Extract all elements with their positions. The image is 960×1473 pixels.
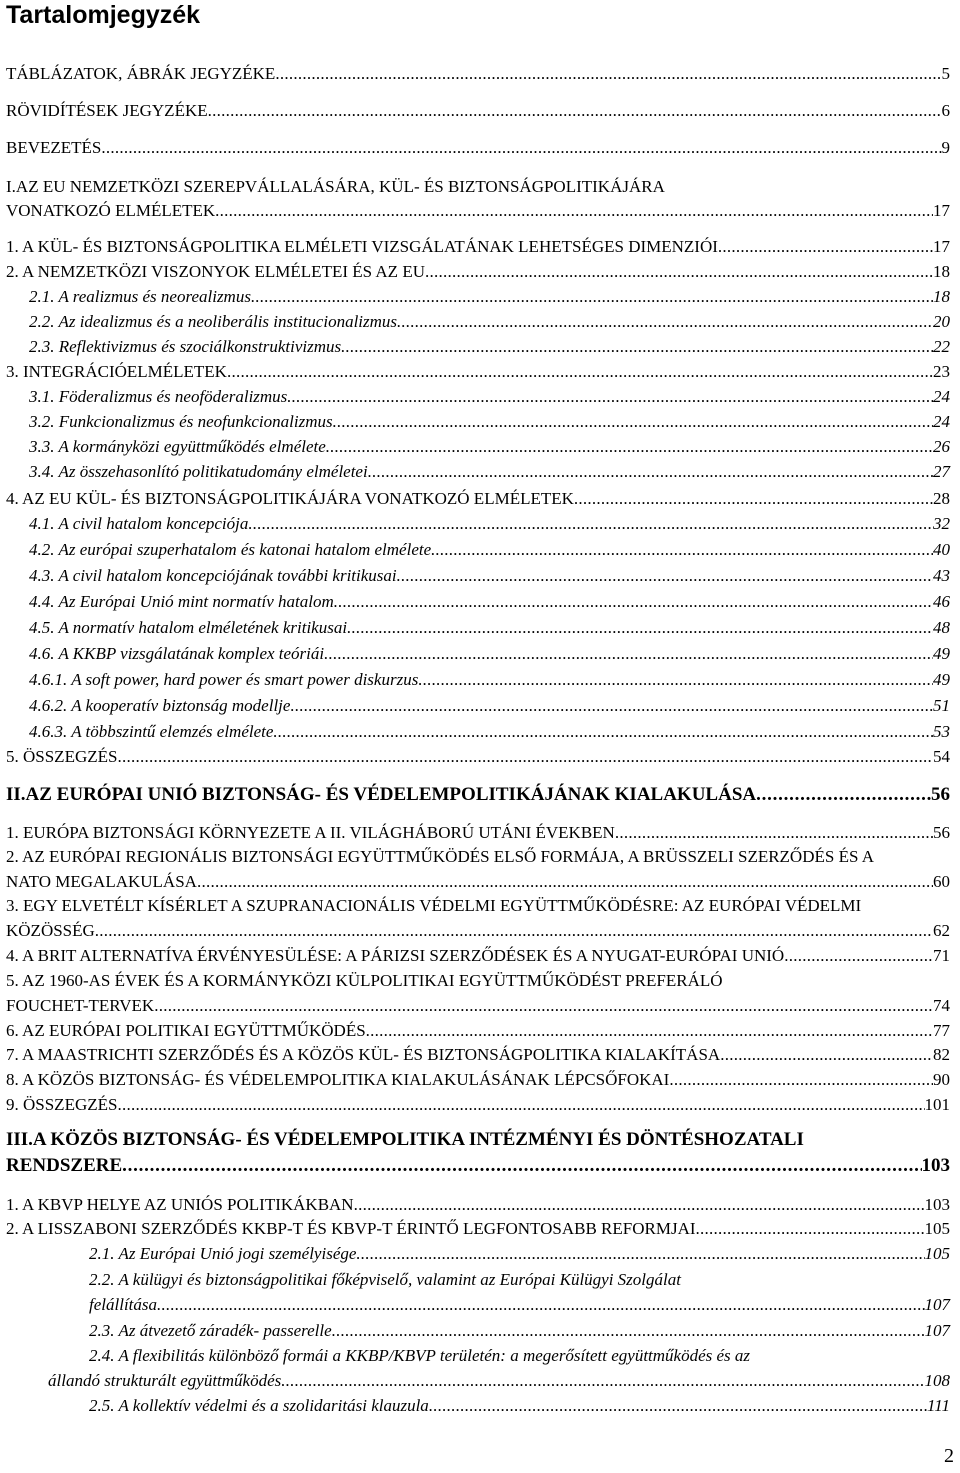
toc-entry-label: 4.5. A normatív hatalom elméletének kritikusai bbox=[29, 618, 348, 637]
toc-leader bbox=[251, 286, 933, 308]
toc-entry-label: 2.1. A realizmus és neorealizmus bbox=[29, 287, 251, 306]
toc-entry[interactable] bbox=[0, 1218, 950, 1240]
toc-leader bbox=[117, 746, 933, 768]
toc-leader bbox=[215, 200, 933, 222]
toc-entry-page: 111 bbox=[927, 1396, 950, 1415]
toc-entry-page: 90 bbox=[933, 1070, 950, 1089]
toc-entry-page: 48 bbox=[933, 618, 950, 637]
toc-entry-label: 4.6.3. A többszintű elemzés elmélete bbox=[29, 722, 274, 741]
toc-entry[interactable] bbox=[0, 1094, 950, 1116]
toc-leader bbox=[208, 100, 942, 122]
page-title: Tartalomjegyzék bbox=[6, 1, 201, 29]
toc-entry-label: 8. A KÖZÖS BIZTONSÁG- ÉS VÉDELEMPOLITIKA KIALAKULÁSÁNAK LÉPCSŐFOKAI bbox=[6, 1070, 670, 1089]
toc-entry[interactable] bbox=[0, 236, 950, 258]
toc-leader bbox=[334, 591, 933, 613]
toc-entry-label: 2.1. Az Európai Unió jogi személyisége bbox=[89, 1244, 357, 1263]
toc-leader bbox=[354, 1194, 925, 1216]
toc-entry[interactable] bbox=[0, 1395, 950, 1417]
toc-entry[interactable] bbox=[0, 1069, 950, 1091]
toc-leader bbox=[281, 1370, 924, 1392]
toc-entry-page: 20 bbox=[933, 312, 950, 331]
toc-entry-page: 9 bbox=[941, 138, 950, 157]
toc-leader bbox=[356, 1243, 924, 1265]
toc-entry[interactable] bbox=[0, 1294, 950, 1316]
toc-entry-label: 4. AZ EU KÜL- ÉS BIZTONSÁGPOLITIKÁJÁRA VONATKOZÓ ELMÉLETEK bbox=[6, 489, 574, 508]
toc-entry-page: 49 bbox=[933, 670, 950, 689]
toc-entry[interactable] bbox=[0, 513, 950, 535]
toc-leader bbox=[248, 513, 933, 535]
toc-entry[interactable] bbox=[0, 137, 950, 159]
toc-entry-page: 43 bbox=[933, 566, 950, 585]
toc-entry[interactable] bbox=[0, 617, 950, 639]
toc-entry[interactable] bbox=[0, 539, 950, 561]
toc-leader bbox=[95, 920, 933, 942]
toc-entry-page: 56 bbox=[933, 823, 950, 842]
toc-entry[interactable] bbox=[0, 100, 950, 122]
toc-entry-label: 4. A BRIT ALTERNATÍVA ÉRVÉNYESÜLÉSE: A PÁRIZSI SZERZŐDÉSEK ÉS A NYUGAT-EURÓPAI UNIÓ bbox=[6, 946, 785, 965]
toc-entry[interactable] bbox=[0, 1320, 950, 1342]
toc-entry[interactable] bbox=[0, 721, 950, 743]
toc-entry-label: 2. A LISSZABONI SZERZŐDÉS KKBP-T ÉS KBVP-T ÉRINTŐ LEGFONTOSABB REFORMJAI bbox=[6, 1219, 696, 1238]
toc-entry-page: 24 bbox=[933, 412, 950, 431]
toc-entry-page: 5 bbox=[941, 64, 950, 83]
toc-chapter[interactable] bbox=[0, 784, 950, 806]
toc-leader bbox=[326, 436, 933, 458]
toc-entry-label: 4.2. Az európai szuperhatalom és katonai hatalom elmélete bbox=[29, 540, 432, 559]
toc-leader bbox=[718, 236, 933, 258]
toc-leader bbox=[368, 461, 933, 483]
toc-entry[interactable] bbox=[0, 1243, 950, 1265]
toc-entry[interactable] bbox=[0, 436, 950, 458]
toc-entry-label: 2.3. Reflektivizmus és szociálkonstruktivizmus bbox=[29, 337, 342, 356]
toc-leader bbox=[696, 1218, 925, 1240]
toc-entry[interactable] bbox=[0, 488, 950, 510]
toc-leader bbox=[275, 63, 941, 85]
toc-entry-page: 32 bbox=[933, 514, 950, 533]
toc-entry[interactable] bbox=[0, 871, 950, 893]
toc-entry-label-line1: 2. AZ EURÓPAI REGIONÁLIS BIZTONSÁGI EGYÜTTMŰKÖDÉS ELSŐ FORMÁJA, A BRÜSSZELI SZERZŐDÉS ÉS A bbox=[6, 847, 875, 866]
toc-entry-label: 4.3. A civil hatalom koncepciójának további kritikusai bbox=[29, 566, 397, 585]
toc-entry[interactable] bbox=[0, 1370, 950, 1392]
toc-entry-label: 2.3. Az átvezető záradék- passerelle bbox=[89, 1321, 332, 1340]
toc-leader bbox=[290, 695, 933, 717]
toc-entry-label-line1: 5. AZ 1960-AS ÉVEK ÉS A KORMÁNYKÖZI KÜLPOLITIKAI EGYÜTTMŰKÖDÉST PREFERÁLÓ bbox=[6, 971, 723, 990]
toc-entry-label: 2. A NEMZETKÖZI VISZONYOK ELMÉLETEI ÉS AZ EU bbox=[6, 262, 425, 281]
toc-entry-page: 107 bbox=[924, 1295, 950, 1314]
toc-entry-label-line1: 3. EGY ELVETÉLT KÍSÉRLET A SZUPRANACIONÁLIS VÉDELMI EGYÜTTMŰKÖDÉSRE: AZ EURÓPAI VÉDELMI bbox=[6, 896, 862, 915]
toc-entry[interactable] bbox=[0, 311, 950, 333]
toc-entry-page: 23 bbox=[933, 362, 950, 381]
toc-entry-label: állandó strukturált együttműködés bbox=[48, 1371, 282, 1390]
toc-leader bbox=[273, 721, 933, 743]
toc-chapter-label-line1: III.A KÖZÖS BIZTONSÁG- ÉS VÉDELEMPOLITIKA INTÉZMÉNYI ÉS DÖNTÉSHOZATALI bbox=[6, 1129, 804, 1150]
toc-entry[interactable] bbox=[0, 200, 950, 222]
toc-entry-label: 2.2. Az idealizmus és a neoliberális institucionalizmus bbox=[29, 312, 398, 331]
toc-entry-page: 71 bbox=[933, 946, 950, 965]
toc-leader bbox=[122, 1155, 921, 1177]
toc-entry[interactable] bbox=[0, 643, 950, 665]
toc-entry-page: 105 bbox=[924, 1244, 950, 1263]
toc-entry[interactable] bbox=[0, 746, 950, 768]
toc-entry-label: 1. A KÜL- ÉS BIZTONSÁGPOLITIKA ELMÉLETI VIZSGÁLATÁNAK LEHETSÉGES DIMENZIÓI bbox=[6, 237, 718, 256]
toc-entry-page: 28 bbox=[933, 489, 950, 508]
toc-entry[interactable] bbox=[0, 1044, 950, 1066]
toc-leader bbox=[101, 137, 941, 159]
toc-entry-label: BEVEZETÉS bbox=[6, 138, 102, 157]
toc-entry[interactable] bbox=[0, 411, 950, 433]
toc-entry-label: felállítása bbox=[89, 1295, 157, 1314]
toc-entry-label: 2.5. A kollektív védelmi és a szolidaritási klauzula bbox=[89, 1396, 429, 1415]
toc-entry-label: 3.4. Az összehasonlító politikatudomány elméletei bbox=[29, 462, 368, 481]
toc-chapter[interactable] bbox=[0, 1155, 950, 1177]
toc-entry-label-line1: I.AZ EU NEMZETKÖZI SZEREPVÁLLALÁSÁRA, KÜL- ÉS BIZTONSÁGPOLITIKÁJÁRA bbox=[6, 177, 665, 196]
toc-entry-page: 46 bbox=[933, 592, 950, 611]
toc-entry[interactable] bbox=[0, 669, 950, 691]
toc-entry[interactable] bbox=[0, 286, 950, 308]
toc-entry-label-line1: 2.2. A külügyi és biztonságpolitikai főképviselő, valamint az Európai Külügyi Szolgálat bbox=[89, 1270, 681, 1289]
toc-entry-label: RENDSZERE bbox=[6, 1155, 123, 1176]
toc-leader bbox=[157, 1294, 925, 1316]
toc-entry[interactable] bbox=[0, 565, 950, 587]
toc-entry-label: 6. AZ EURÓPAI POLITIKAI EGYÜTTMŰKÖDÉS bbox=[6, 1021, 366, 1040]
toc-leader bbox=[418, 669, 933, 691]
toc-entry-page: 22 bbox=[933, 337, 950, 356]
toc-entry-label: VONATKOZÓ ELMÉLETEK bbox=[6, 201, 216, 220]
toc-entry-page: 62 bbox=[933, 921, 950, 940]
toc-entry-label-line1: 2.4. A flexibilitás különböző formái a KKBP/KBVP területén: a megerősített együttműködés és az bbox=[89, 1346, 751, 1365]
toc-entry-page: 108 bbox=[924, 1371, 950, 1390]
toc-entry[interactable] bbox=[0, 695, 950, 717]
toc-entry-page: 103 bbox=[921, 1155, 950, 1176]
toc-entry[interactable] bbox=[0, 336, 950, 358]
toc-entry-page: 82 bbox=[933, 1045, 950, 1064]
toc-entry-page: 101 bbox=[924, 1095, 950, 1114]
toc-entry-page: 105 bbox=[924, 1219, 950, 1238]
toc-entry-label: 3.2. Funkcionalizmus és neofunkcionalizmus bbox=[29, 412, 333, 431]
toc-entry-label: 3.1. Föderalizmus és neoföderalizmus bbox=[29, 387, 288, 406]
toc-entry[interactable] bbox=[0, 386, 950, 408]
toc-entry-label: TÁBLÁZATOK, ÁBRÁK JEGYZÉKE bbox=[6, 64, 276, 83]
toc-leader bbox=[197, 871, 933, 893]
toc-entry-page: 49 bbox=[933, 644, 950, 663]
toc-leader bbox=[425, 261, 933, 283]
toc-entry-page: 17 bbox=[933, 237, 950, 256]
toc-leader bbox=[324, 643, 933, 665]
toc-entry[interactable] bbox=[0, 920, 950, 942]
toc-leader bbox=[720, 1044, 933, 1066]
toc-entry-label: KÖZÖSSÉG bbox=[6, 921, 95, 940]
toc-entry-page: 103 bbox=[924, 1195, 950, 1214]
toc-leader bbox=[154, 995, 933, 1017]
toc-entry-page: 6 bbox=[941, 101, 950, 120]
page-number: 2 bbox=[944, 1445, 954, 1467]
toc-entry[interactable] bbox=[0, 63, 950, 85]
toc-entry-label: NATO MEGALAKULÁSA bbox=[6, 872, 197, 891]
toc-entry-page: 53 bbox=[933, 722, 950, 741]
toc-leader bbox=[227, 361, 933, 383]
toc-entry-label: II.AZ EURÓPAI UNIÓ BIZTONSÁG- ÉS VÉDELEMPOLITIKÁJÁNAK KIALAKULÁSA bbox=[6, 784, 757, 805]
toc-entry-page: 77 bbox=[933, 1021, 950, 1040]
toc-entry[interactable] bbox=[0, 261, 950, 283]
toc-leader bbox=[615, 822, 933, 844]
toc-entry-label: 5. ÖSSZEGZÉS bbox=[6, 747, 118, 766]
toc-leader bbox=[397, 565, 933, 587]
toc-entry-label: 9. ÖSSZEGZÉS bbox=[6, 1095, 118, 1114]
toc-entry-label: 1. EURÓPA BIZTONSÁGI KÖRNYEZETE A II. VILÁGHÁBORÚ UTÁNI ÉVEKBEN bbox=[6, 823, 615, 842]
toc-entry-page: 56 bbox=[931, 784, 950, 805]
toc-entry-label: 1. A KBVP HELYE AZ UNIÓS POLITIKÁKBAN bbox=[6, 1195, 354, 1214]
toc-leader bbox=[397, 311, 933, 333]
toc-entry[interactable] bbox=[0, 1194, 950, 1216]
toc-entry-page: 40 bbox=[933, 540, 950, 559]
toc-entry-page: 24 bbox=[933, 387, 950, 406]
toc-leader bbox=[332, 1320, 925, 1342]
toc-leader bbox=[756, 784, 931, 806]
toc-entry-label: 4.6.1. A soft power, hard power és smart power diskurzus bbox=[29, 670, 419, 689]
toc-entry-page: 51 bbox=[933, 696, 950, 715]
toc-entry-label: 4.6. A KKBP vizsgálatának komplex teóriái bbox=[29, 644, 325, 663]
toc-leader bbox=[574, 488, 933, 510]
toc-entry-page: 27 bbox=[933, 462, 950, 481]
toc-entry-page: 18 bbox=[933, 287, 950, 306]
toc-leader bbox=[347, 617, 933, 639]
toc-leader bbox=[333, 411, 933, 433]
toc-leader bbox=[287, 386, 933, 408]
toc-entry-label: 4.4. Az Európai Unió mint normatív hatalom bbox=[29, 592, 334, 611]
toc-leader bbox=[431, 539, 933, 561]
toc-leader bbox=[784, 945, 933, 967]
toc-entry-page: 17 bbox=[933, 201, 950, 220]
toc-entry[interactable] bbox=[0, 461, 950, 483]
toc-entry-page: 26 bbox=[933, 437, 950, 456]
toc-entry-page: 54 bbox=[933, 747, 950, 766]
toc-entry[interactable] bbox=[0, 822, 950, 844]
toc-entry[interactable] bbox=[0, 1020, 950, 1042]
toc-entry-page: 18 bbox=[933, 262, 950, 281]
toc-entry-label: 4.6.2. A kooperatív biztonság modellje bbox=[29, 696, 291, 715]
toc-leader bbox=[341, 336, 933, 358]
toc-entry-page: 107 bbox=[924, 1321, 950, 1340]
toc-entry[interactable] bbox=[0, 995, 950, 1017]
toc-entry[interactable] bbox=[0, 945, 950, 967]
toc-entry[interactable] bbox=[0, 361, 950, 383]
toc-leader bbox=[429, 1395, 927, 1417]
toc-entry-label: 3.3. A kormányközi együttműködés elmélete bbox=[29, 437, 326, 456]
toc-entry-label: 3. INTEGRÁCIÓELMÉLETEK bbox=[6, 362, 227, 381]
toc-entry-label: 7. A MAASTRICHTI SZERZŐDÉS ÉS A KÖZÖS KÜL- ÉS BIZTONSÁGPOLITIKA KIALAKÍTÁSA bbox=[6, 1045, 721, 1064]
toc-entry-page: 60 bbox=[933, 872, 950, 891]
toc-entry-page: 74 bbox=[933, 996, 950, 1015]
toc-leader bbox=[366, 1020, 933, 1042]
toc-entry-label: RÖVIDÍTÉSEK JEGYZÉKE bbox=[6, 101, 208, 120]
toc-leader bbox=[669, 1069, 933, 1091]
toc-leader bbox=[117, 1094, 924, 1116]
toc-entry[interactable] bbox=[0, 591, 950, 613]
toc-entry-label: 4.1. A civil hatalom koncepciója bbox=[29, 514, 249, 533]
toc-entry-label: FOUCHET-TERVEK bbox=[6, 996, 155, 1015]
